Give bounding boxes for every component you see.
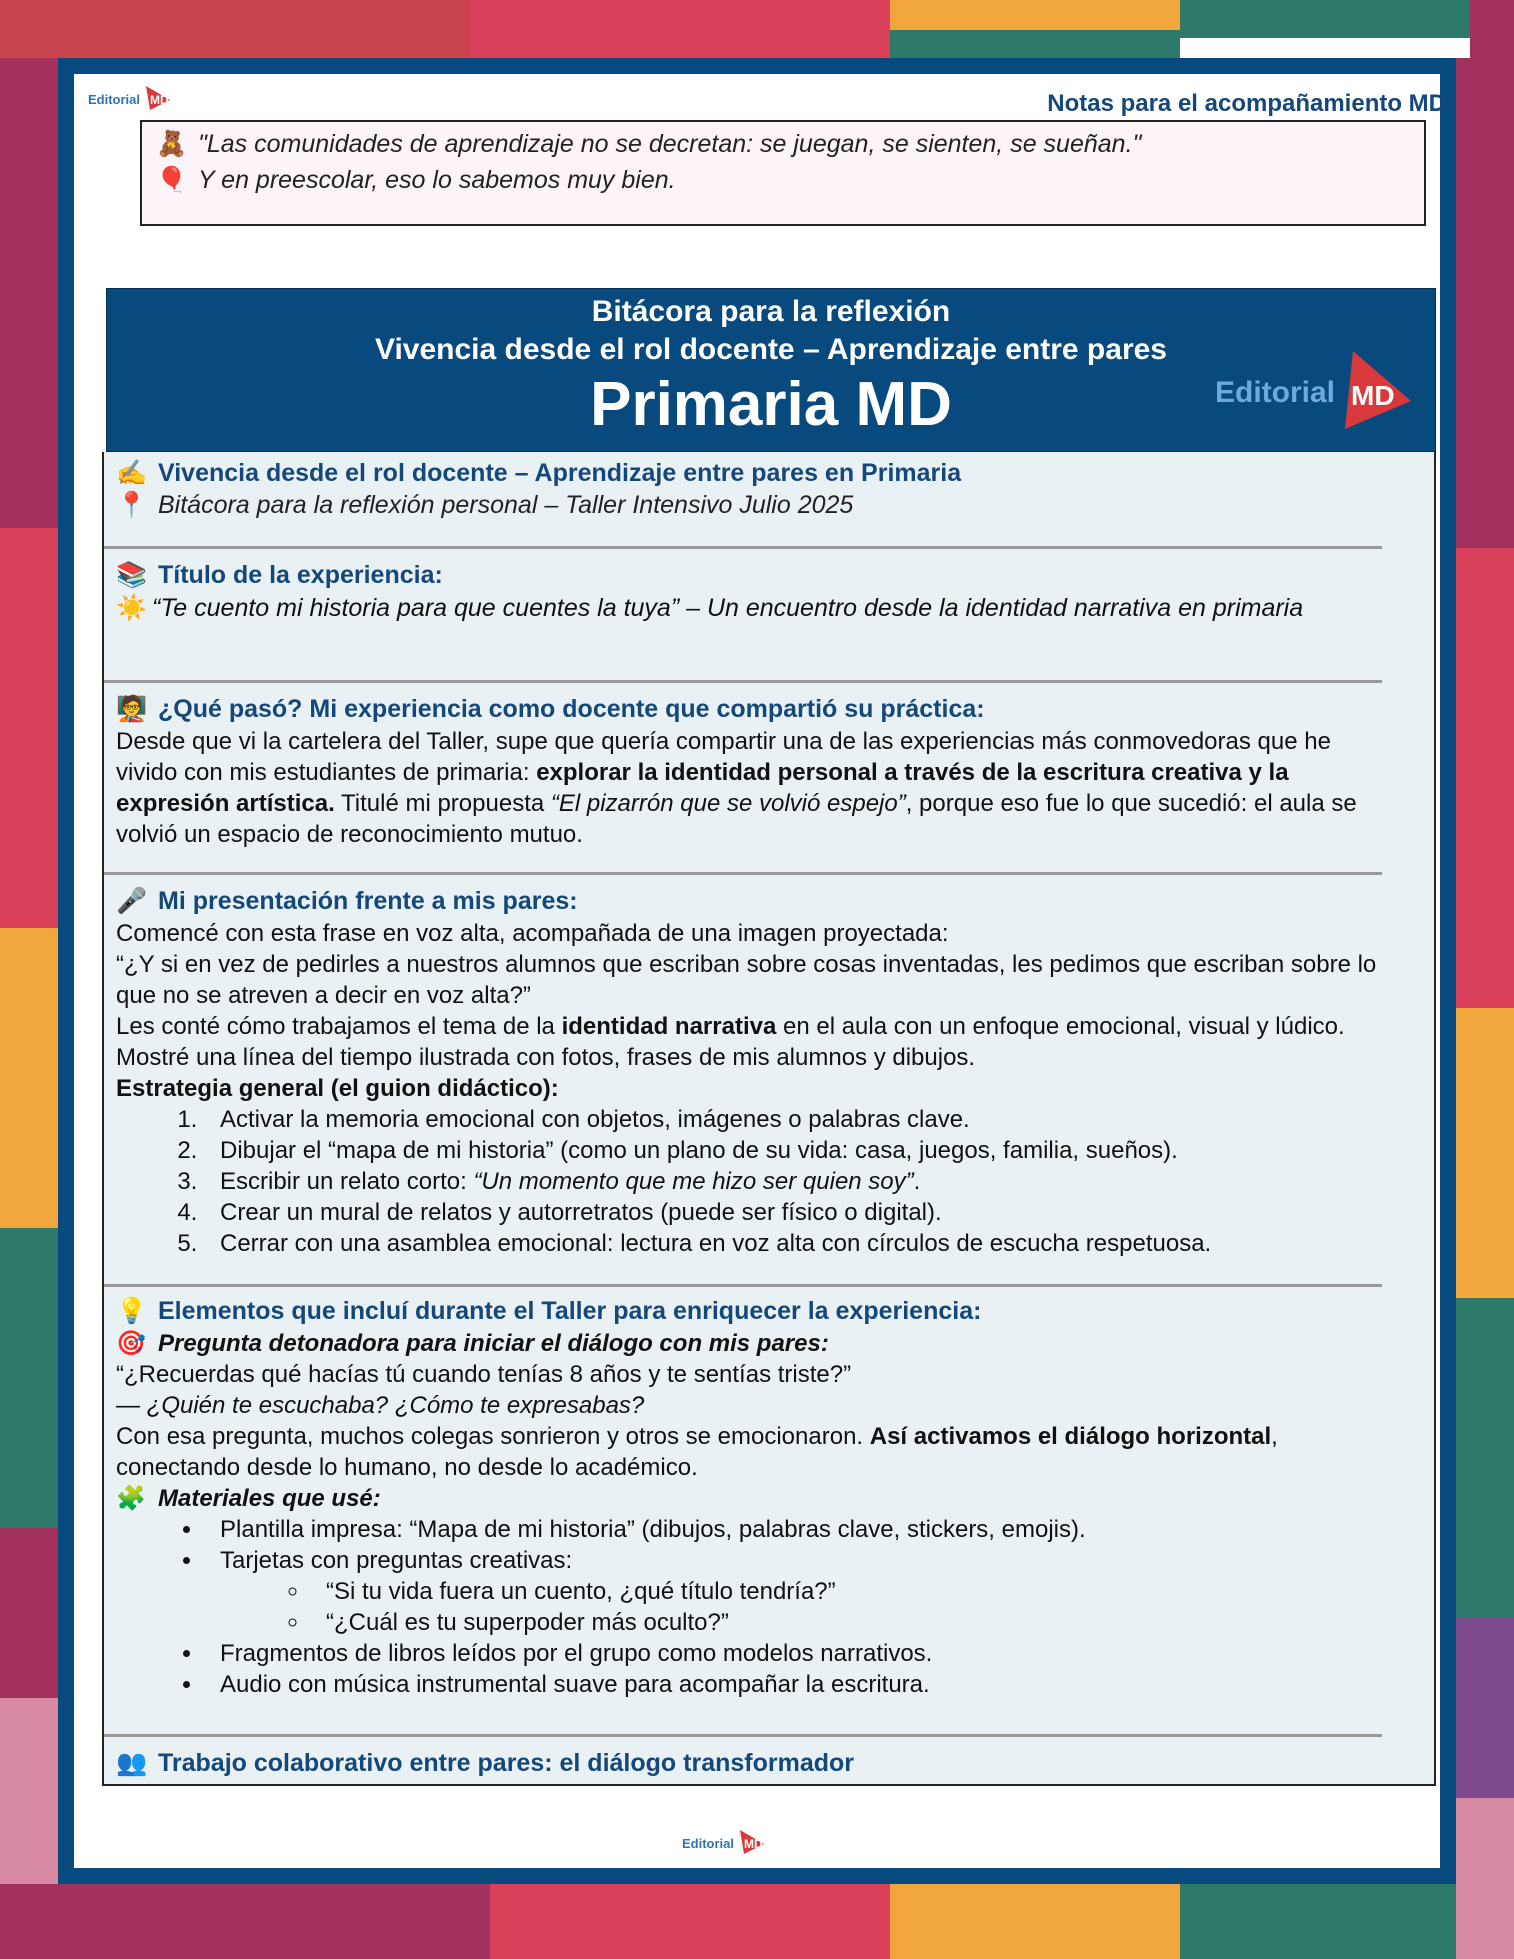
paragraph-bold: explorar la identidad personal a través de la escritura creativa y la expresión artística.	[116, 759, 1289, 817]
books-icon: 📚	[116, 561, 148, 589]
list-item: ◦ “Si tu vida fuera un cuento, ¿qué título tendría?”	[310, 1576, 1386, 1607]
list-item: • Audio con música instrumental suave para acompañar la escritura.	[204, 1669, 1386, 1700]
section-heading	[116, 884, 1386, 918]
quote-text-2: Y en preescolar, eso lo sabemos muy bien.	[198, 165, 676, 194]
editorial-logo-band	[1215, 347, 1415, 438]
section-heading	[116, 1746, 1386, 1780]
editorial-logo-top	[88, 82, 172, 117]
section-subtitle	[116, 490, 1386, 521]
divider	[104, 1284, 1382, 1287]
heading-text: Trabajo colaborativo entre pares: el diálogo transformador	[158, 1749, 854, 1777]
list-item: • Plantilla impresa: “Mapa de mi historia” (dibujos, palabras clave, stickers, emojis).	[204, 1514, 1386, 1545]
section-elements	[116, 1294, 1386, 1700]
paragraph-text: Desde que vi la cartelera del Taller, supe que quería compartir una de las experiencias más conmovedoras que he vivido con mis estudiantes de primaria:	[116, 728, 1331, 786]
section-heading	[116, 1294, 1386, 1328]
paragraph-bold: identidad narrativa	[561, 1013, 777, 1040]
logo-word: Editorial	[88, 92, 141, 107]
lightbulb-icon: 💡	[116, 1297, 148, 1325]
section-heading	[116, 558, 1386, 592]
paragraph-text: Titulé mi propuesta	[334, 790, 551, 817]
paragraph-text: en el aula con un enfoque emocional, visual y lúdico. Mostré una línea del tiempo ilustrada con fotos, frases de mis alumnos y dibujos.	[116, 1013, 1345, 1071]
divider	[104, 546, 1382, 549]
quote-line-1	[156, 126, 1410, 162]
paragraph-text: Les conté cómo trabajamos el tema de la	[116, 1013, 562, 1040]
paragraph: “¿Recuerdas qué hacías tú cuando tenías 8 años y te sentías triste?”	[116, 1361, 852, 1388]
heading-text: Título de la experiencia:	[158, 561, 443, 589]
list-item: 4. Crear un mural de relatos y autorretratos (puede ser físico o digital).	[204, 1197, 1386, 1228]
paragraph-text: Con esa pregunta, muchos colegas sonrieron y otros se emocionaron.	[116, 1423, 870, 1450]
experience-title	[116, 592, 1386, 624]
divider	[104, 1734, 1382, 1737]
cards-list	[220, 1576, 1386, 1638]
experience-title-text: “Te cuento mi historia para que cuentes la tuya” – Un encuentro desde la identidad narrativa en primaria	[152, 594, 1304, 622]
section-heading	[116, 692, 1386, 726]
list-item: ◦ “¿Cuál es tu superpoder más oculto?”	[310, 1607, 1386, 1638]
title-line-1: Bitácora para la reflexión	[591, 295, 951, 328]
section-intro	[116, 456, 1386, 521]
title-band	[106, 288, 1436, 452]
heading-text: Vivencia desde el rol docente – Aprendizaje entre pares en Primaria	[158, 459, 962, 487]
quote-line-2	[156, 162, 1410, 198]
list-item: • Fragmentos de libros leídos por el grupo como modelos narrativos.	[204, 1638, 1386, 1669]
quote-box	[140, 120, 1426, 226]
quote-text-1: "Las comunidades de aprendizaje no se decretan: se juegan, se sienten, se sueñan."	[198, 129, 1142, 158]
heading-text: ¿Qué pasó? Mi experiencia como docente que compartió su práctica:	[158, 695, 985, 723]
heading-text: Mi presentación frente a mis pares:	[158, 887, 578, 915]
subhead-text: Pregunta detonadora para iniciar el diálogo con mis pares:	[158, 1330, 829, 1357]
paragraph	[116, 1421, 1386, 1483]
heading-text: Elementos que incluí durante el Taller para enriquecer la experiencia:	[158, 1297, 982, 1325]
section-presentation	[116, 884, 1386, 1259]
paragraph: “¿Y si en vez de pedirles a nuestros alumnos que escriban sobre cosas inventadas, les pedimos que escriban sobre lo que no se atreven a decir en voz alta?”	[116, 951, 1377, 1009]
list-item: 5. Cerrar con una asamblea emocional: lectura en voz alta con círculos de escucha respetuosa.	[204, 1228, 1386, 1259]
paragraph-italic: “El pizarrón que se volvió espejo”	[550, 790, 906, 817]
strategy-list	[116, 1104, 1386, 1259]
title-line-2: Vivencia desde el rol docente – Aprendizaje entre pares	[375, 333, 1167, 366]
strategy-title: Estrategia general (el guion didáctico):	[116, 1075, 559, 1102]
paragraph: — ¿Quién te escuchaba? ¿Cómo te expresabas?	[116, 1392, 645, 1419]
list-item	[204, 1545, 1386, 1638]
content-panel	[102, 452, 1436, 1786]
people-icon: 👥	[116, 1749, 148, 1777]
list-item: 1. Activar la memoria emocional con objetos, imágenes o palabras clave.	[204, 1104, 1386, 1135]
logo-mark-icon	[1339, 347, 1415, 438]
divider	[104, 680, 1382, 683]
section-title-experience	[116, 558, 1386, 624]
subtitle-text: Bitácora para la reflexión personal – Taller Intensivo Julio 2025	[158, 491, 854, 519]
logo-mark-icon	[736, 1826, 766, 1861]
list-item: 2. Dibujar el “mapa de mi historia” (como un plano de su vida: casa, juegos, familia, sueños).	[204, 1135, 1386, 1166]
paragraph-text: , porque eso fue lo que sucedió: el aula se volvió un espacio de reconocimiento mutuo.	[116, 790, 1357, 848]
paragraph-bold: Así activamos el diálogo horizontal	[869, 1423, 1272, 1450]
materials-title	[116, 1483, 1386, 1514]
microphone-icon: 🎤	[116, 887, 148, 915]
teacher-icon: 🧑‍🏫	[116, 695, 148, 723]
list-item-text: .	[913, 1168, 921, 1195]
list-item-text: Tarjetas con preguntas creativas:	[220, 1547, 573, 1574]
svg-text:MD: MD	[744, 1837, 763, 1851]
subhead-text: Materiales que usé:	[158, 1485, 381, 1512]
list-item	[204, 1166, 1386, 1197]
teddy-bear-icon: 🧸	[156, 129, 188, 158]
target-icon: 🎯	[116, 1330, 146, 1357]
editorial-logo-footer	[682, 1826, 766, 1861]
paragraph	[116, 1011, 1386, 1073]
list-item-text: Escribir un relato corto:	[220, 1168, 474, 1195]
writing-hand-icon: ✍️	[116, 459, 148, 487]
divider	[104, 872, 1382, 875]
svg-text:MD: MD	[1351, 380, 1395, 411]
logo-mark-icon	[142, 82, 172, 117]
paragraph	[116, 726, 1386, 850]
list-item-italic: “Un momento que me hizo ser quien soy”	[473, 1168, 914, 1195]
notes-title: Notas para el acompañamiento MD	[1047, 90, 1446, 117]
section-what-happened	[116, 692, 1386, 850]
sun-icon: ☀️	[116, 594, 148, 622]
puzzle-icon: 🧩	[116, 1485, 146, 1512]
svg-text:MD: MD	[150, 93, 169, 107]
logo-word: Editorial	[682, 1836, 735, 1851]
pushpin-icon: 📍	[116, 491, 148, 519]
paragraph: Comencé con esta frase en voz alta, acompañada de una imagen proyectada:	[116, 920, 949, 947]
trigger-question-title	[116, 1328, 1386, 1359]
logo-word: Editorial	[1214, 375, 1335, 409]
materials-list	[116, 1514, 1386, 1700]
section-collaborative	[116, 1746, 1386, 1780]
title-line-3: Primaria MD	[590, 370, 952, 439]
paragraph-text: , conectando desde lo humano, no desde lo académico.	[116, 1423, 1278, 1481]
section-heading	[116, 456, 1386, 490]
balloon-icon: 🎈	[156, 165, 188, 194]
